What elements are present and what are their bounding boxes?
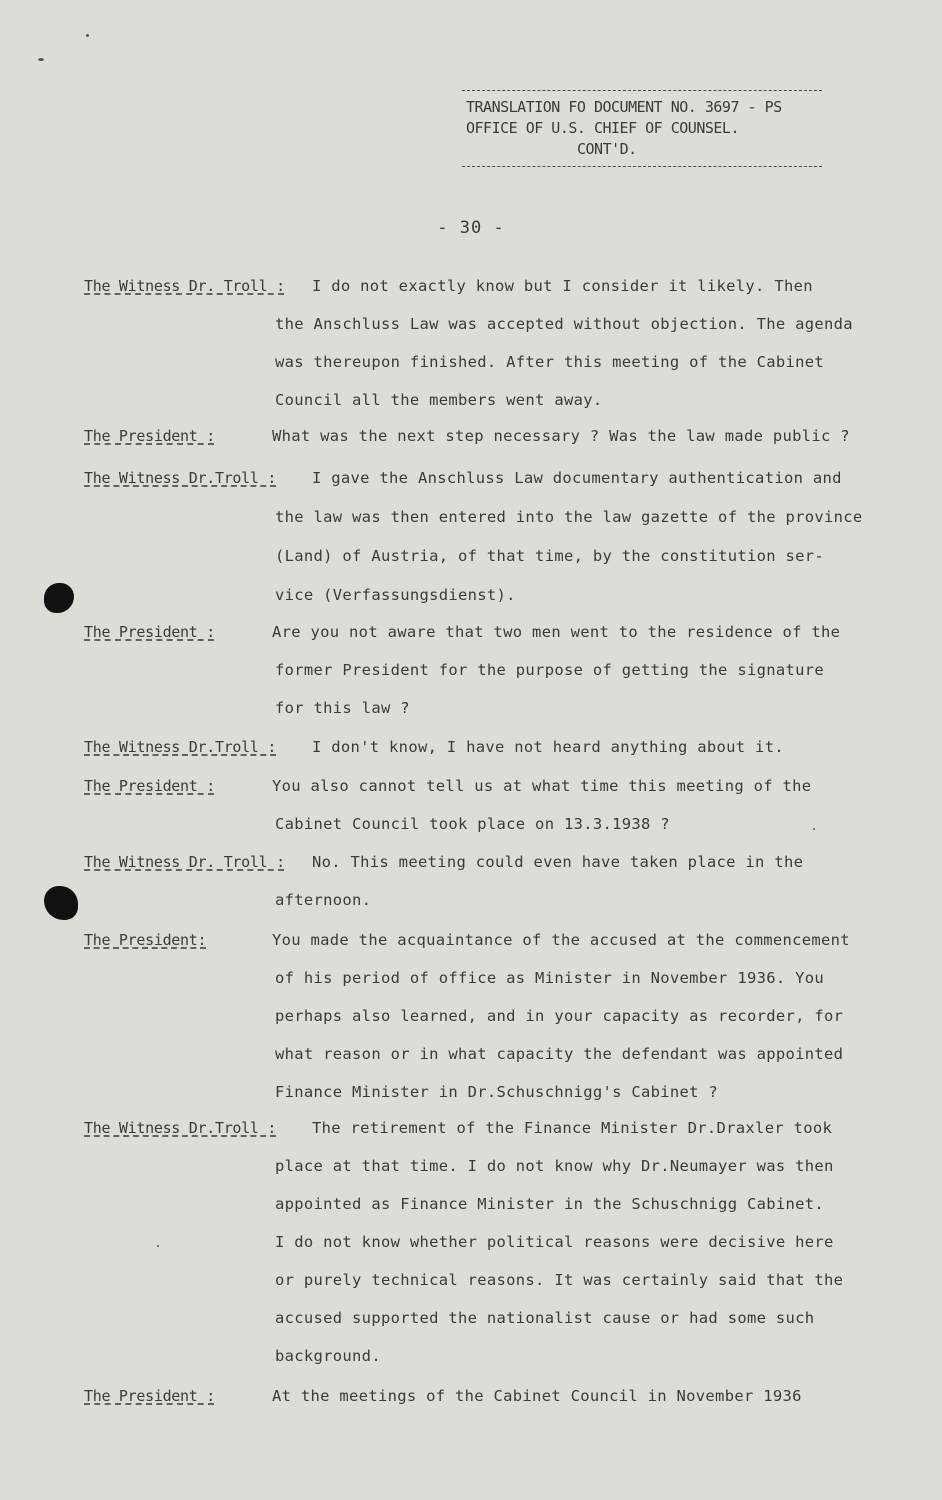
- punch-hole-mark: [44, 886, 78, 920]
- statement-line: accused supported the nationalist cause or had some such: [275, 1309, 815, 1327]
- statement-line: of his period of office as Minister in November 1936. You: [275, 969, 825, 987]
- speaker-label: The Witness Dr.Troll :: [84, 469, 277, 487]
- statement-line: Are you not aware that two men went to the residence of the: [272, 623, 841, 641]
- statement-line: place at that time. I do not know why Dr.Neumayer was then: [275, 1157, 834, 1175]
- statement-line: I do not exactly know but I consider it likely. Then: [312, 277, 813, 295]
- statement-line: You made the acquaintance of the accused at the commencement: [272, 931, 850, 949]
- paper-speck: [86, 34, 89, 37]
- statement-line: Cabinet Council took place on 13.3.1938 ?: [275, 815, 670, 833]
- page-number: - 30 -: [437, 218, 505, 238]
- statement-line: for this law ?: [275, 699, 410, 717]
- document-header: [462, 90, 822, 167]
- statement-line: the law was then entered into the law gazette of the province: [275, 508, 863, 526]
- speaker-label: The President:: [84, 931, 207, 949]
- statement-line: Council all the members went away.: [275, 391, 603, 409]
- speaker-label: The President :: [84, 623, 215, 641]
- statement-line: afternoon.: [275, 891, 372, 909]
- statement-line: vice (Verfassungsdienst).: [275, 586, 516, 604]
- header-line-3: CONT'D.: [577, 140, 637, 158]
- statement-line: I don't know, I have not heard anything about it.: [312, 738, 784, 756]
- header-rule-bottom: [462, 166, 822, 167]
- speaker-label: The Witness Dr.Troll :: [84, 1119, 277, 1137]
- paper-speck: [813, 828, 815, 830]
- statement-line: or purely technical reasons. It was certainly said that the: [275, 1271, 844, 1289]
- header-line-2: OFFICE OF U.S. CHIEF OF COUNSEL.: [466, 119, 739, 137]
- speaker-label: The President :: [84, 1387, 215, 1405]
- statement-line: The retirement of the Finance Minister Dr.Draxler took: [312, 1119, 833, 1137]
- statement-line: You also cannot tell us at what time this meeting of the: [272, 777, 812, 795]
- statement-line: was thereupon finished. After this meeting of the Cabinet: [275, 353, 825, 371]
- speaker-label: The Witness Dr. Troll :: [84, 277, 285, 295]
- statement-line: Finance Minister in Dr.Schuschnigg's Cabinet ?: [275, 1083, 719, 1101]
- header-line-1: TRANSLATION FO DOCUMENT NO. 3697 - PS: [466, 98, 782, 116]
- statement-line: appointed as Finance Minister in the Schuschnigg Cabinet.: [275, 1195, 825, 1213]
- speaker-label: The President :: [84, 777, 215, 795]
- statement-line: perhaps also learned, and in your capacity as recorder, for: [275, 1007, 844, 1025]
- statement-line: background.: [275, 1347, 381, 1365]
- statement-line: the Anschluss Law was accepted without objection. The agenda: [275, 315, 853, 333]
- speaker-label: The Witness Dr. Troll :: [84, 853, 285, 871]
- punch-hole-mark: [44, 583, 74, 613]
- header-rule-top: [462, 90, 822, 91]
- statement-line: former President for the purpose of getting the signature: [275, 661, 825, 679]
- speaker-label: The President :: [84, 427, 215, 445]
- statement-line: what reason or in what capacity the defendant was appointed: [275, 1045, 844, 1063]
- speaker-label: The Witness Dr.Troll :: [84, 738, 277, 756]
- statement-line: What was the next step necessary ? Was the law made public ?: [272, 427, 850, 445]
- paper-speck: [38, 58, 44, 61]
- statement-line: I gave the Anschluss Law documentary authentication and: [312, 469, 842, 487]
- paper-speck: [157, 1245, 159, 1247]
- statement-line: At the meetings of the Cabinet Council in November 1936: [272, 1387, 802, 1405]
- statement-line: I do not know whether political reasons were decisive here: [275, 1233, 834, 1251]
- statement-line: (Land) of Austria, of that time, by the constitution ser-: [275, 547, 825, 565]
- statement-line: No. This meeting could even have taken place in the: [312, 853, 804, 871]
